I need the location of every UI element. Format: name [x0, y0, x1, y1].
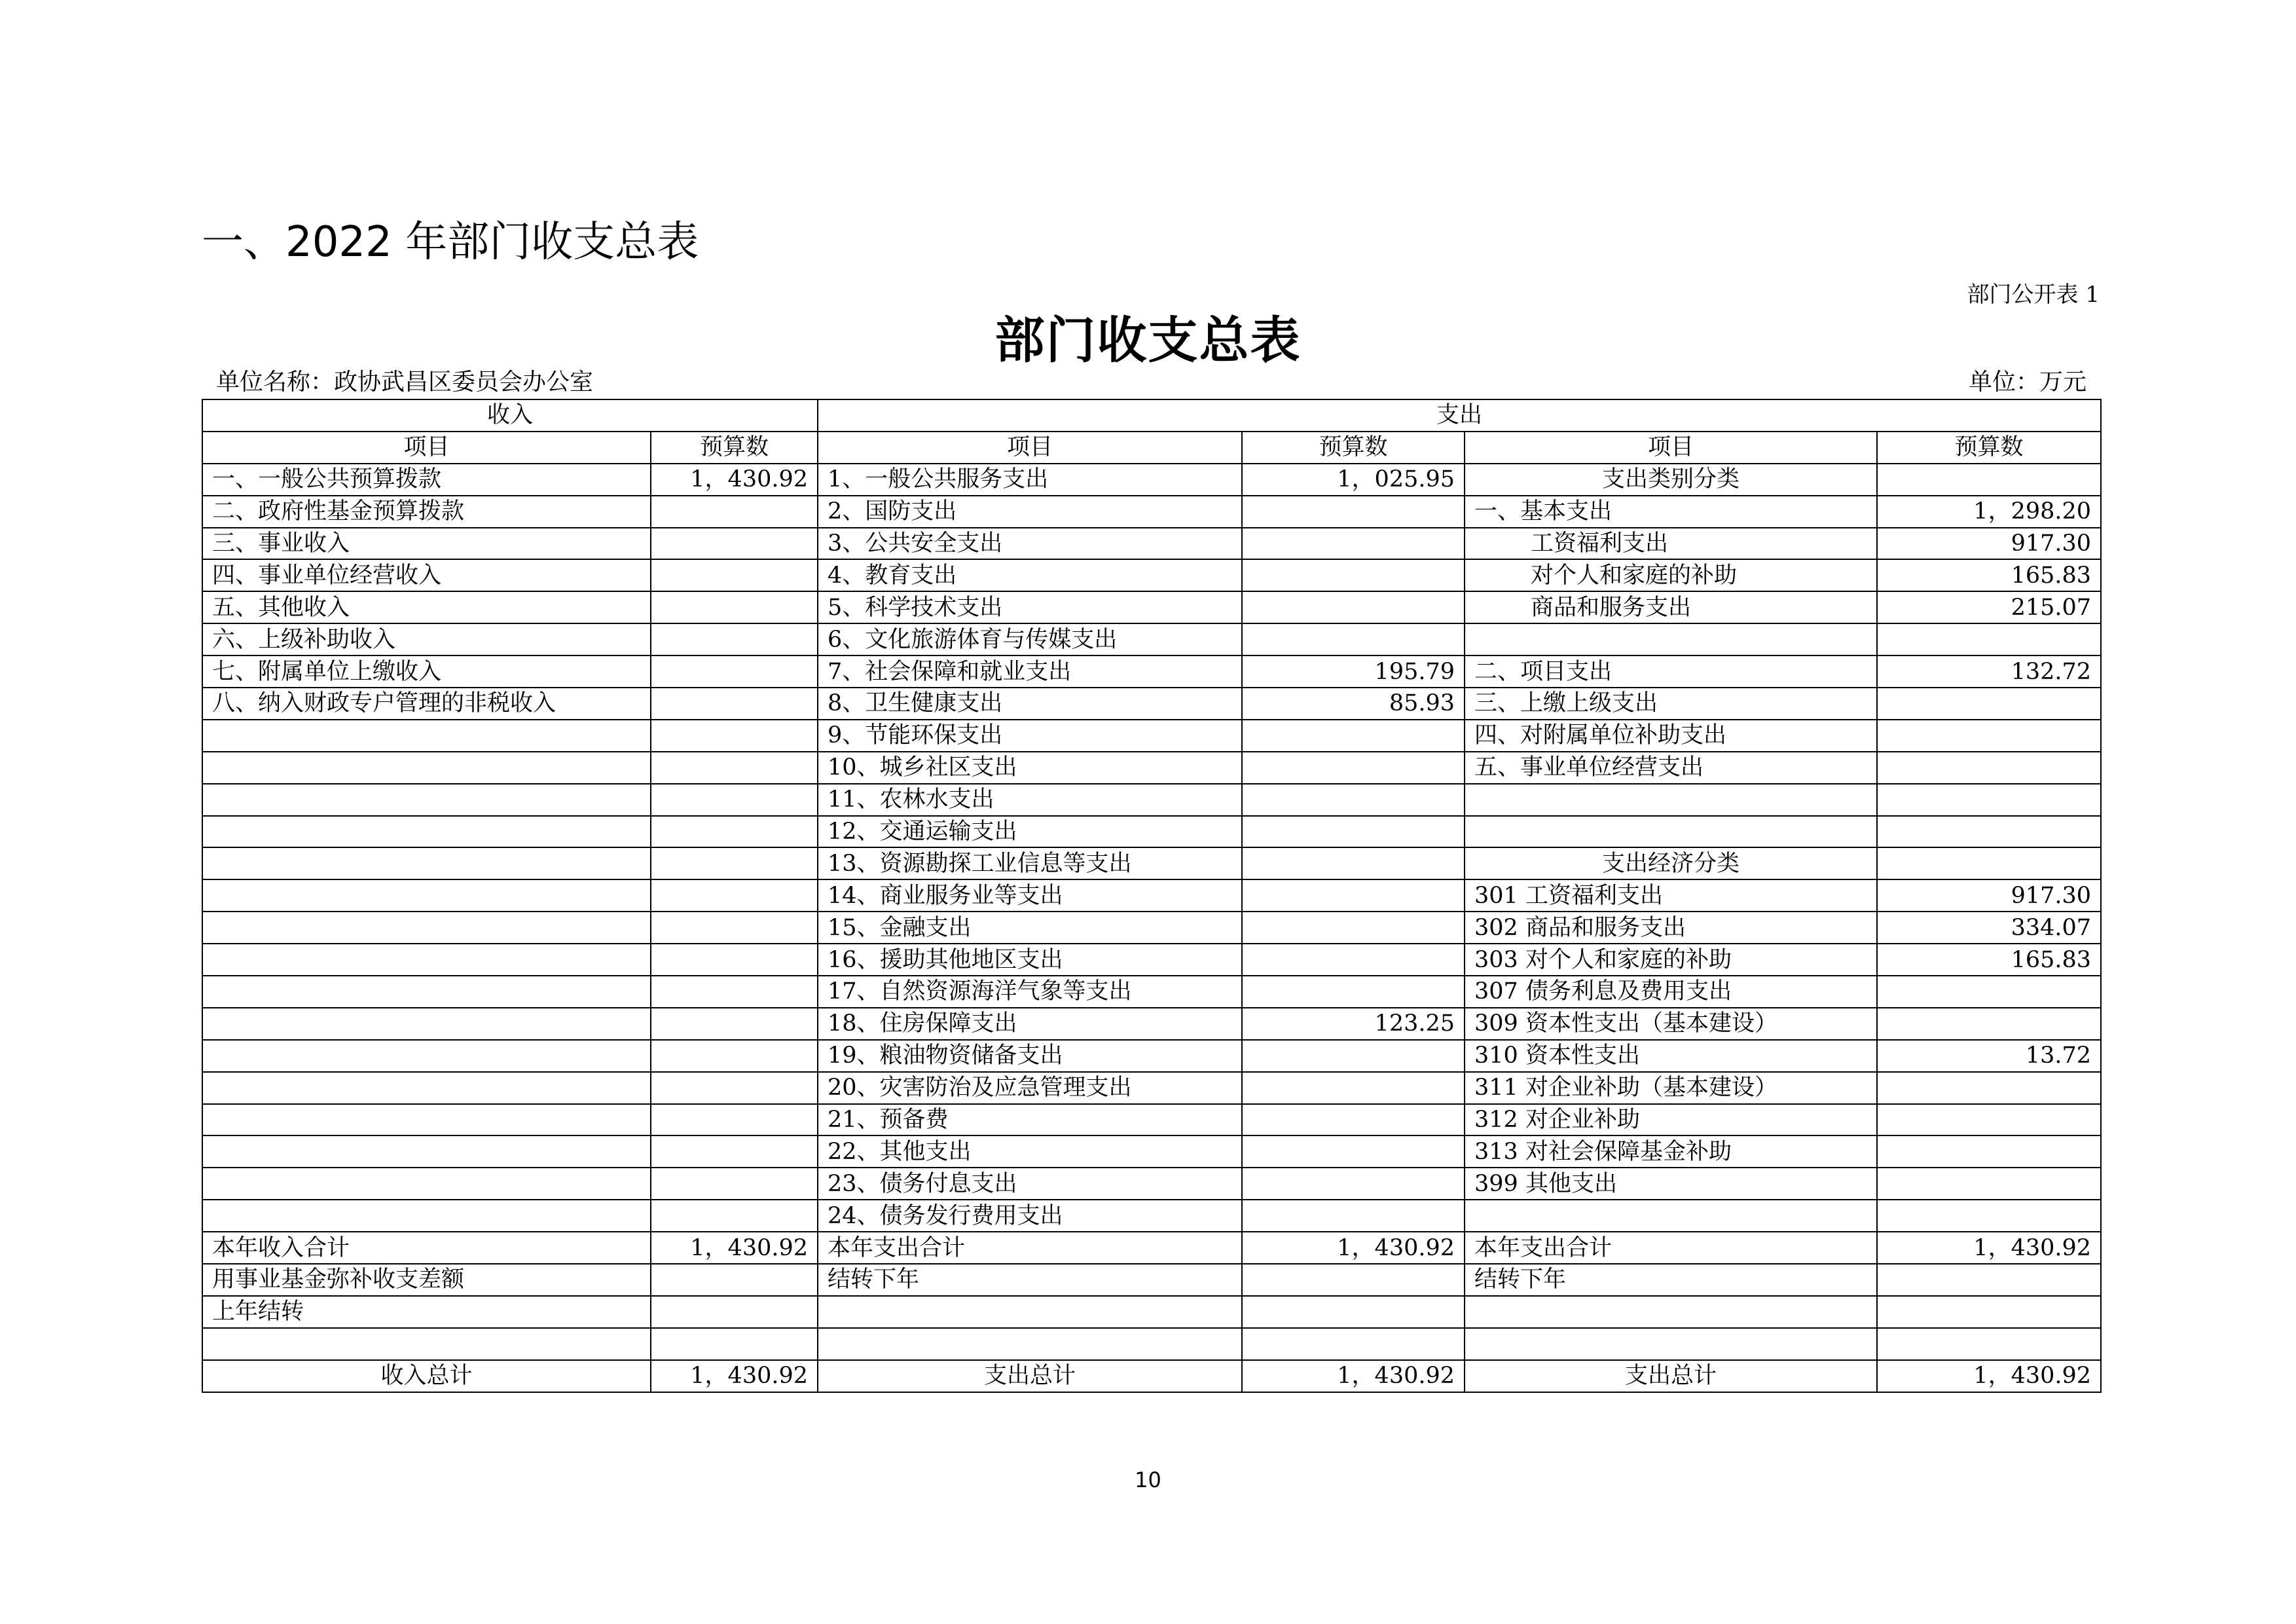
table-row: [202, 752, 2101, 784]
table-cell: 上年结转: [202, 1296, 651, 1328]
table-cell: 结转下年: [1465, 1264, 1877, 1296]
table-cell: 八、纳入财政专户管理的非税收入: [202, 688, 651, 720]
table-cell: [651, 752, 818, 784]
table-cell: [1242, 591, 1465, 623]
table-cell: [1877, 720, 2101, 752]
table-cell: [651, 879, 818, 912]
table-cell: [1877, 1296, 2101, 1328]
table-cell: 三、上缴上级支出: [1465, 688, 1877, 720]
table-row: [202, 1135, 2101, 1168]
table-cell: [202, 1328, 651, 1360]
table-cell: [1242, 1040, 1465, 1072]
table-row: [202, 976, 2101, 1008]
table-cell: 20、灾害防治及应急管理支出: [818, 1072, 1242, 1104]
table-cell: [651, 528, 818, 560]
table-cell: 本年收入合计: [202, 1232, 651, 1264]
table-cell: [1242, 944, 1465, 976]
table-cell: [651, 1040, 818, 1072]
table-cell: 商品和服务支出: [1465, 591, 1877, 623]
table-cell: [1242, 976, 1465, 1008]
table-cell: 9、节能环保支出: [818, 720, 1242, 752]
table-cell: 一、一般公共预算拨款: [202, 464, 651, 496]
table-cell: 85.93: [1242, 688, 1465, 720]
column-header: 项目: [1465, 432, 1877, 464]
table-cell: [202, 1008, 651, 1040]
column-header: 预算数: [1877, 432, 2101, 464]
table-cell: [202, 816, 651, 848]
table-cell: [651, 1264, 818, 1296]
table-cell: 23、债务付息支出: [818, 1168, 1242, 1200]
table-cell: 24、债务发行费用支出: [818, 1200, 1242, 1232]
table-cell: [1877, 784, 2101, 816]
table-cell: 支出经济分类: [1465, 847, 1877, 879]
table-cell: 二、政府性基金预算拨款: [202, 496, 651, 528]
table-row: [202, 655, 2101, 688]
table-cell: 支出总计: [1465, 1360, 1877, 1392]
table-cell: [202, 752, 651, 784]
table-cell: [651, 1072, 818, 1104]
table-cell: 1，430.92: [651, 1232, 818, 1264]
table-row: [202, 1296, 2101, 1328]
form-number: 部门公开表 1: [1967, 282, 2100, 308]
table-row: [202, 1360, 2101, 1392]
table-row: [202, 1200, 2101, 1232]
table-cell: [1242, 559, 1465, 591]
table-cell: 303 对个人和家庭的补助: [1465, 944, 1877, 976]
table-cell: 四、对附属单位补助支出: [1465, 720, 1877, 752]
table-row: [202, 528, 2101, 560]
table-cell: 2、国防支出: [818, 496, 1242, 528]
table-cell: 本年支出合计: [818, 1232, 1242, 1264]
table-cell: [1242, 1328, 1465, 1360]
table-cell: 313 对社会保障基金补助: [1465, 1135, 1877, 1168]
table-row: [202, 1104, 2101, 1136]
table-cell: [651, 1168, 818, 1200]
table-row: [202, 1168, 2101, 1200]
table-cell: [651, 944, 818, 976]
table-cell: [1877, 1072, 2101, 1104]
table-cell: [651, 655, 818, 688]
table-cell: 7、社会保障和就业支出: [818, 655, 1242, 688]
table-cell: 用事业基金弥补收支差额: [202, 1264, 651, 1296]
table-cell: 1，430.92: [651, 1360, 818, 1392]
table-cell: [202, 912, 651, 944]
table-cell: [1877, 1328, 2101, 1360]
table-cell: [1465, 816, 1877, 848]
table-row: [202, 879, 2101, 912]
table-cell: 5、科学技术支出: [818, 591, 1242, 623]
table-cell: 215.07: [1877, 591, 2101, 623]
table-cell: [651, 559, 818, 591]
table-cell: 结转下年: [818, 1264, 1242, 1296]
table-cell: 1，430.92: [1877, 1232, 2101, 1264]
table-cell: 1、一般公共服务支出: [818, 464, 1242, 496]
table-cell: [651, 816, 818, 848]
table-row: [202, 1072, 2101, 1104]
table-cell: [651, 623, 818, 655]
table-cell: 165.83: [1877, 559, 2101, 591]
table-cell: 6、文化旅游体育与传媒支出: [818, 623, 1242, 655]
table-cell: [651, 1135, 818, 1168]
table-cell: 917.30: [1877, 528, 2101, 560]
table-row: [202, 1040, 2101, 1072]
table-cell: 132.72: [1877, 655, 2101, 688]
table-cell: [202, 1072, 651, 1104]
table-cell: [651, 784, 818, 816]
table-cell: 1，430.92: [651, 464, 818, 496]
table-cell: 18、住房保障支出: [818, 1008, 1242, 1040]
table-cell: 14、商业服务业等支出: [818, 879, 1242, 912]
table-cell: 310 资本性支出: [1465, 1040, 1877, 1072]
income-group-header: 收入: [202, 399, 818, 432]
column-header: 预算数: [651, 432, 818, 464]
table-cell: 307 债务利息及费用支出: [1465, 976, 1877, 1008]
table-cell: [1242, 1264, 1465, 1296]
table-cell: [1465, 1296, 1877, 1328]
table-cell: 195.79: [1242, 655, 1465, 688]
table-row: [202, 1264, 2101, 1296]
table-row: [202, 847, 2101, 879]
table-row: [202, 1008, 2101, 1040]
table-cell: [202, 1040, 651, 1072]
table-cell: 123.25: [1242, 1008, 1465, 1040]
table-row: [202, 720, 2101, 752]
table-cell: [651, 688, 818, 720]
table-cell: 13.72: [1877, 1040, 2101, 1072]
table-cell: 1，430.92: [1242, 1232, 1465, 1264]
table-cell: [1877, 623, 2101, 655]
table-row: [202, 944, 2101, 976]
table-cell: [1242, 623, 1465, 655]
table-cell: 本年支出合计: [1465, 1232, 1877, 1264]
table-cell: 13、资源勘探工业信息等支出: [818, 847, 1242, 879]
table-cell: 1，025.95: [1242, 464, 1465, 496]
table-cell: [1877, 976, 2101, 1008]
table-cell: 312 对企业补助: [1465, 1104, 1877, 1136]
table-cell: [1465, 623, 1877, 655]
table-cell: 10、城乡社区支出: [818, 752, 1242, 784]
table-cell: [1877, 816, 2101, 848]
table-row: [202, 688, 2101, 720]
table-cell: [1877, 688, 2101, 720]
table-cell: [202, 847, 651, 879]
table-cell: 15、金融支出: [818, 912, 1242, 944]
table-cell: 1，430.92: [1877, 1360, 2101, 1392]
table-cell: [651, 1104, 818, 1136]
table-cell: 334.07: [1877, 912, 2101, 944]
table-cell: [1877, 1264, 2101, 1296]
table-cell: [1877, 1104, 2101, 1136]
table-cell: 七、附属单位上缴收入: [202, 655, 651, 688]
table-cell: [1242, 496, 1465, 528]
table-cell: [202, 784, 651, 816]
table-cell: 一、基本支出: [1465, 496, 1877, 528]
column-header: 项目: [818, 432, 1242, 464]
table-cell: [1242, 1168, 1465, 1200]
table-cell: 17、自然资源海洋气象等支出: [818, 976, 1242, 1008]
table-cell: 917.30: [1877, 879, 2101, 912]
table-cell: [1242, 1104, 1465, 1136]
table-cell: 302 商品和服务支出: [1465, 912, 1877, 944]
table-row: [202, 1232, 2101, 1264]
table-cell: [1465, 1200, 1877, 1232]
table-cell: 1，298.20: [1877, 496, 2101, 528]
table-cell: 五、事业单位经营支出: [1465, 752, 1877, 784]
unit-name: 单位名称：政协武昌区委员会办公室: [216, 369, 594, 396]
table-row: [202, 591, 2101, 623]
budget-table: [202, 399, 2102, 1393]
table-row: [202, 1328, 2101, 1360]
table-cell: [1877, 464, 2101, 496]
table-cell: [1877, 1008, 2101, 1040]
table-cell: [1242, 1135, 1465, 1168]
table-title: 部门收支总表: [994, 311, 1302, 369]
table-cell: [651, 496, 818, 528]
table-cell: [1242, 752, 1465, 784]
table-cell: 支出类别分类: [1465, 464, 1877, 496]
table-cell: [1465, 1328, 1877, 1360]
table-cell: 4、教育支出: [818, 559, 1242, 591]
table-cell: 309 资本性支出（基本建设）: [1465, 1008, 1877, 1040]
table-cell: [651, 912, 818, 944]
table-cell: 16、援助其他地区支出: [818, 944, 1242, 976]
table-cell: [1877, 847, 2101, 879]
column-header: 项目: [202, 432, 651, 464]
table-cell: [1242, 1072, 1465, 1104]
table-cell: [1242, 847, 1465, 879]
table-cell: [1877, 1168, 2101, 1200]
table-cell: 301 工资福利支出: [1465, 879, 1877, 912]
table-row: [202, 784, 2101, 816]
table-cell: 收入总计: [202, 1360, 651, 1392]
table-cell: [202, 1135, 651, 1168]
table-cell: [1242, 1296, 1465, 1328]
table-cell: 3、公共安全支出: [818, 528, 1242, 560]
table-cell: [1242, 528, 1465, 560]
section-heading: 一、2022 年部门收支总表: [202, 218, 699, 267]
table-cell: 六、上级补助收入: [202, 623, 651, 655]
table-cell: [202, 720, 651, 752]
column-header-row: [202, 432, 2101, 464]
group-header-row: [202, 399, 2101, 432]
table-cell: [651, 1296, 818, 1328]
table-cell: [1242, 720, 1465, 752]
table-cell: 165.83: [1877, 944, 2101, 976]
table-cell: 21、预备费: [818, 1104, 1242, 1136]
table-row: [202, 816, 2101, 848]
table-row: [202, 912, 2101, 944]
table-cell: [651, 1008, 818, 1040]
table-cell: 1，430.92: [1242, 1360, 1465, 1392]
table-cell: [818, 1296, 1242, 1328]
table-cell: 五、其他收入: [202, 591, 651, 623]
table-cell: 12、交通运输支出: [818, 816, 1242, 848]
expense-group-header: 支出: [818, 399, 2101, 432]
table-cell: 对个人和家庭的补助: [1465, 559, 1877, 591]
table-cell: 311 对企业补助（基本建设）: [1465, 1072, 1877, 1104]
table-cell: [1465, 784, 1877, 816]
table-cell: 支出总计: [818, 1360, 1242, 1392]
table-cell: [818, 1328, 1242, 1360]
currency-unit: 单位：万元: [1968, 369, 2086, 396]
table-cell: 三、事业收入: [202, 528, 651, 560]
table-row: [202, 464, 2101, 496]
column-header: 预算数: [1242, 432, 1465, 464]
table-cell: [1877, 1135, 2101, 1168]
table-cell: [202, 1168, 651, 1200]
table-cell: [202, 976, 651, 1008]
table-cell: 四、事业单位经营收入: [202, 559, 651, 591]
table-cell: [1242, 784, 1465, 816]
table-cell: [651, 591, 818, 623]
table-cell: [651, 1200, 818, 1232]
table-cell: [1877, 1200, 2101, 1232]
table-cell: [1242, 816, 1465, 848]
table-cell: [202, 1104, 651, 1136]
table-cell: [202, 944, 651, 976]
table-cell: 22、其他支出: [818, 1135, 1242, 1168]
table-row: [202, 559, 2101, 591]
table-cell: [651, 976, 818, 1008]
table-cell: [651, 1328, 818, 1360]
table-cell: 二、项目支出: [1465, 655, 1877, 688]
table-cell: [1242, 879, 1465, 912]
table-cell: [202, 1200, 651, 1232]
table-cell: [202, 879, 651, 912]
table-cell: 19、粮油物资储备支出: [818, 1040, 1242, 1072]
table-cell: [651, 847, 818, 879]
table-cell: 工资福利支出: [1465, 528, 1877, 560]
page-number: 10: [1135, 1467, 1161, 1492]
table-cell: [1877, 752, 2101, 784]
table-cell: 399 其他支出: [1465, 1168, 1877, 1200]
table-cell: [1242, 1200, 1465, 1232]
table-cell: [651, 720, 818, 752]
table-row: [202, 623, 2101, 655]
table-cell: 8、卫生健康支出: [818, 688, 1242, 720]
table-row: [202, 496, 2101, 528]
table-cell: 11、农林水支出: [818, 784, 1242, 816]
table-cell: [1242, 912, 1465, 944]
